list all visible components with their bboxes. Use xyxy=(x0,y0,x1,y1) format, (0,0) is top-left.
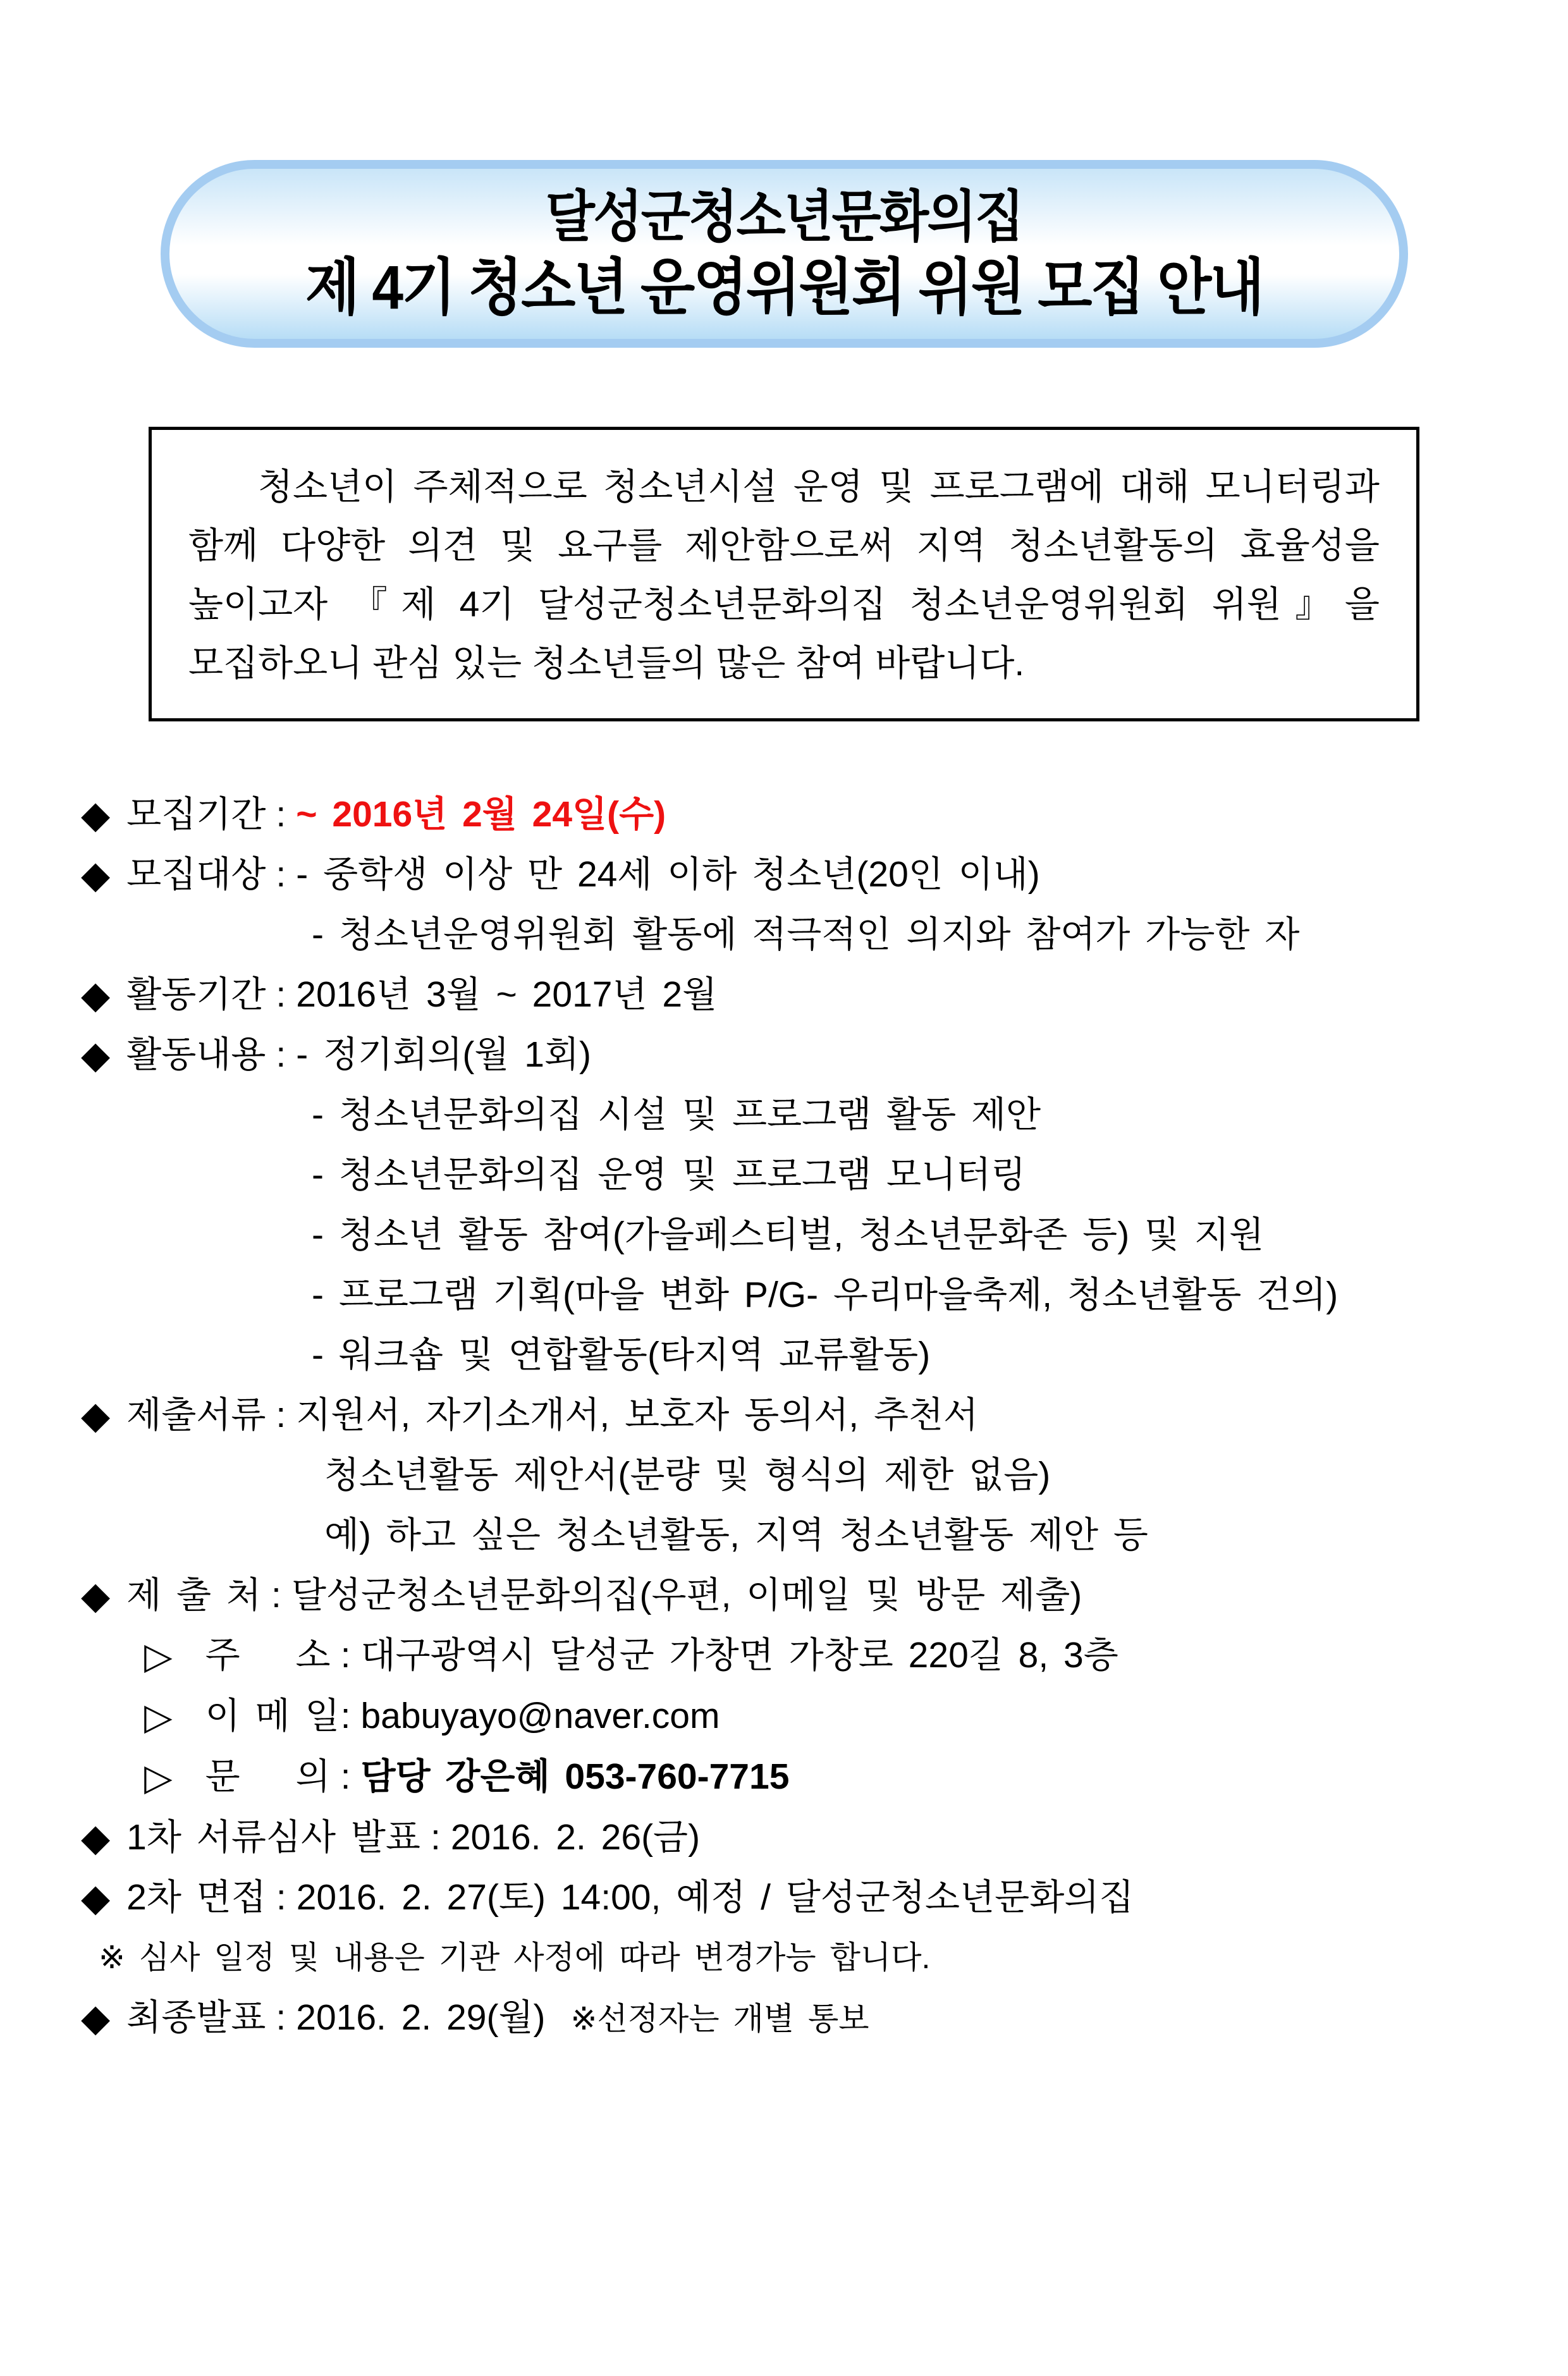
title-banner xyxy=(161,160,1408,348)
colon: : xyxy=(276,1877,286,1918)
org-title: 달성군청소년문화의집 xyxy=(545,185,1023,248)
row-activity-item xyxy=(81,1085,1492,1145)
activity-period-label: 활동기간 xyxy=(126,974,266,1015)
triangle-bullet-icon: ▷ xyxy=(144,1636,173,1677)
intro-box xyxy=(149,427,1419,721)
documents-example-text: 예) 하고 싶은 청소년활동, 지역 청소년활동 제안 등 xyxy=(324,1515,1148,1555)
diamond-bullet-icon: ◆ xyxy=(81,793,111,836)
triangle-bullet-icon: ▷ xyxy=(144,1696,173,1737)
recruit-target-label: 모집대상 xyxy=(126,854,266,895)
detail-list xyxy=(0,785,1568,2049)
colon: : xyxy=(276,1034,286,1075)
row-submit-to xyxy=(81,1565,1492,1626)
row-activity-item xyxy=(81,1325,1492,1385)
colon: : xyxy=(276,1997,286,2038)
row-final-result xyxy=(81,1988,1492,2049)
row-documents xyxy=(81,1385,1492,1445)
submit-to-label: 제 출 처 xyxy=(126,1575,262,1615)
interview-value: 2016. 2. 27(토) 14:00, 예정 / 달성군청소년문화의집 xyxy=(296,1877,1134,1918)
email-value: babuyayo@naver.com xyxy=(360,1696,720,1736)
first-result-label: 1차 서류심사 발표 xyxy=(126,1817,420,1858)
triangle-bullet-icon: ▷ xyxy=(144,1757,173,1798)
interview-label: 2차 면접 xyxy=(126,1877,266,1918)
colon: : xyxy=(276,1395,286,1435)
row-first-result xyxy=(81,1808,1492,1868)
row-schedule-note xyxy=(81,1928,1492,1988)
address-label: 주 소 xyxy=(205,1635,331,1675)
activity-item-text: - 청소년문화의집 시설 및 프로그램 활동 제안 xyxy=(312,1094,1041,1135)
row-activity-content xyxy=(81,1025,1492,1085)
row-interview xyxy=(81,1868,1492,1928)
colon: : xyxy=(271,1575,281,1615)
row-email xyxy=(81,1686,1492,1747)
colon: : xyxy=(276,974,286,1015)
activity-content-label: 활동내용 xyxy=(126,1034,266,1075)
diamond-bullet-icon: ◆ xyxy=(81,854,111,896)
documents-value: 지원서, 자기소개서, 보호자 동의서, 추천서 xyxy=(296,1395,979,1435)
colon: : xyxy=(430,1817,441,1858)
diamond-bullet-icon: ◆ xyxy=(81,1877,111,1919)
activity-content-value: - 정기회의(월 1회) xyxy=(296,1034,591,1075)
row-activity-item xyxy=(81,1205,1492,1265)
activity-item-text: - 워크숍 및 연합활동(타지역 교류활동) xyxy=(312,1335,931,1375)
address-value: 대구광역시 달성군 가창면 가창로 220길 8, 3층 xyxy=(360,1635,1118,1675)
recruit-target-value: - 중학생 이상 만 24세 이하 청소년(20인 이내) xyxy=(296,854,1040,895)
activity-item-text: - 프로그램 기획(마을 변화 P/G- 우리마을축제, 청소년활동 건의) xyxy=(312,1275,1338,1315)
row-documents-cont xyxy=(81,1445,1492,1505)
final-result-label: 최종발표 xyxy=(126,1997,266,2038)
diamond-bullet-icon: ◆ xyxy=(81,1997,111,2039)
row-activity-period xyxy=(81,965,1492,1025)
diamond-bullet-icon: ◆ xyxy=(81,1034,111,1076)
intro-line-3: 높이고자 『제 4기 달성군청소년문화의집 청소년운영위원회 위원』을 xyxy=(188,584,1380,625)
row-address xyxy=(81,1626,1492,1686)
diamond-bullet-icon: ◆ xyxy=(81,974,111,1016)
intro-line-4: 모집하오니 관심 있는 청소년들의 많은 참여 바랍니다. xyxy=(188,643,1025,683)
row-activity-item xyxy=(81,1265,1492,1325)
activity-item-text: - 청소년문화의집 운영 및 프로그램 모니터링 xyxy=(312,1154,1026,1195)
contact-value: 담당 강은혜 053-760-7715 xyxy=(360,1756,790,1797)
activity-item-text: - 청소년 활동 참여(가을페스티벌, 청소년문화존 등) 및 지원 xyxy=(312,1215,1265,1255)
contact-label: 문 의 xyxy=(205,1756,331,1797)
colon: : xyxy=(340,1696,351,1736)
row-contact xyxy=(81,1747,1492,1808)
recruit-period-label: 모집기간 xyxy=(126,794,266,835)
recruit-target-cont-text: - 청소년운영위원회 활동에 적극적인 의지와 참여가 가능한 자 xyxy=(312,914,1300,955)
final-result-note: ※선정자는 개별 통보 xyxy=(570,2001,869,2036)
colon: : xyxy=(276,794,286,835)
notice-title: 제 4기 청소년 운영위원회 위원 모집 안내 xyxy=(305,252,1263,322)
row-recruit-period xyxy=(81,785,1492,845)
activity-period-value: 2016년 3월 ~ 2017년 2월 xyxy=(296,974,718,1015)
diamond-bullet-icon: ◆ xyxy=(81,1816,111,1859)
row-recruit-target xyxy=(81,845,1492,905)
intro-line-2: 함께 다양한 의견 및 요구를 제안함으로써 지역 청소년활동의 효율성을 xyxy=(188,525,1380,566)
submit-to-value: 달성군청소년문화의집(우편, 이메일 및 방문 제출) xyxy=(291,1575,1082,1615)
row-recruit-target-cont xyxy=(81,905,1492,965)
diamond-bullet-icon: ◆ xyxy=(81,1574,111,1617)
colon: : xyxy=(340,1756,351,1797)
notice-page xyxy=(0,160,1568,2376)
documents-label: 제출서류 xyxy=(126,1395,266,1435)
colon: : xyxy=(276,854,286,895)
row-activity-item xyxy=(81,1145,1492,1205)
email-label: 이 메 일 xyxy=(205,1696,340,1736)
recruit-period-value: ~ 2016년 2월 24일(수) xyxy=(296,794,666,835)
diamond-bullet-icon: ◆ xyxy=(81,1394,111,1436)
first-result-value: 2016. 2. 26(금) xyxy=(450,1817,701,1858)
final-result-value: 2016. 2. 29(월) xyxy=(296,1997,546,2038)
schedule-note-text: ※ 심사 일정 및 내용은 기관 사정에 따라 변경가능 합니다. xyxy=(99,1940,931,1975)
documents-cont-text: 청소년활동 제안서(분량 및 형식의 제한 없음) xyxy=(324,1455,1051,1495)
row-documents-example xyxy=(81,1505,1492,1565)
colon: : xyxy=(340,1635,351,1675)
intro-line-1: 청소년이 주체적으로 청소년시설 운영 및 프로그램에 대해 모니터링과 xyxy=(258,467,1380,507)
